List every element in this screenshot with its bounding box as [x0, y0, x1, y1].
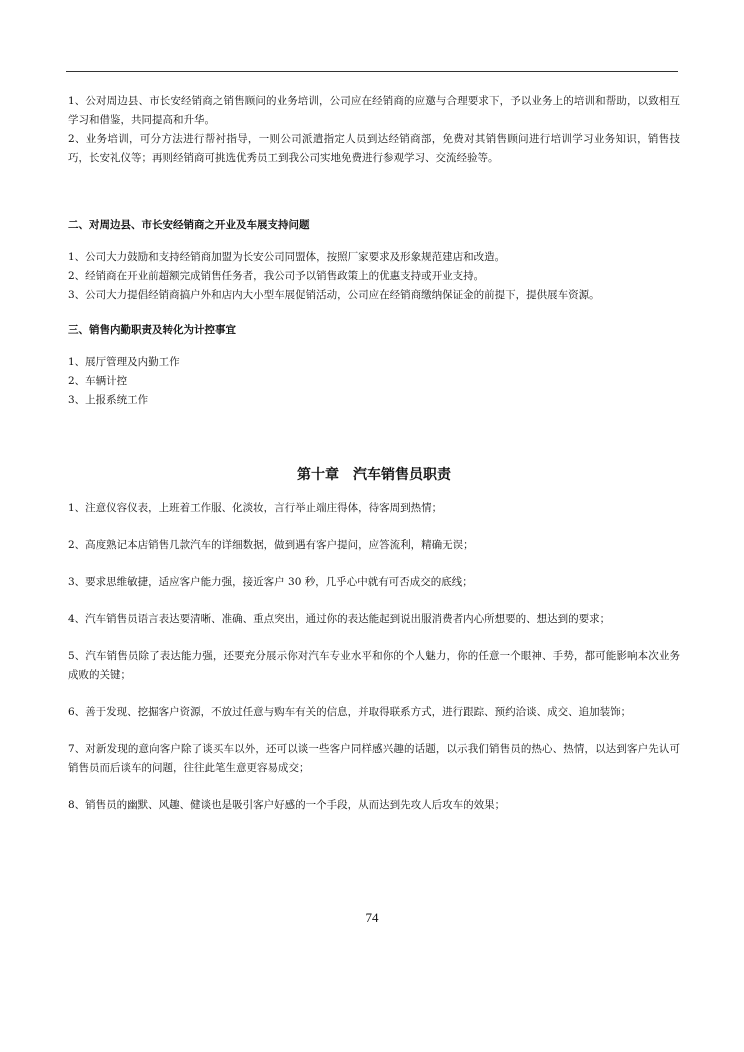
document-body	[68, 92, 680, 815]
chapter-item-8: 8、销售员的幽默、风趣、健谈也是吸引客户好感的一个手段，从而达到先攻人后攻车的效果；	[68, 799, 506, 811]
section-2-item-3: 3、公司大力提倡经销商搞户外和店内大小型车展促销活动，公司应在经销商缴纳保证金的前提下，提供展车资源。	[68, 289, 600, 301]
chapter-item-1: 1、注意仪容仪表，上班着工作服、化淡妆，言行举止端庄得体，待客周到热情；	[68, 502, 443, 514]
chapter-item-2: 2、高度熟记本店销售几款汽车的详细数据，做到遇有客户提问，应答流利，精确无误；	[68, 539, 474, 551]
section-3-item-1: 1、展厅管理及内勤工作	[68, 356, 180, 368]
header-rule	[66, 71, 678, 72]
section-2-item-2: 2、经销商在开业前超额完成销售任务者，我公司予以销售政策上的优惠支持或开业支持。	[68, 270, 485, 282]
chapter-title: 第十章 汽车销售员职责	[297, 467, 451, 483]
chapter-item-4: 4、汽车销售员语言表达要清晰、准确、重点突出，通过你的表达能起到说出服消费者内心所想要的、想达到的要求；	[68, 613, 611, 625]
section-2-heading: 二、对周边县、市长安经销商之开业及车展支持问题	[68, 219, 310, 231]
section-3-item-3: 3、上报系统工作	[68, 394, 149, 406]
chapter-item-3: 3、要求思维敏捷，适应客户能力强，接近客户 30 秒，几乎心中就有可否成交的底线；	[68, 576, 473, 588]
section-3-item-2: 2、车辆计控	[68, 375, 128, 387]
chapter-item-6: 6、善于发现、挖掘客户资源，不放过任意与购车有关的信息，并取得联系方式，进行跟踪、预约洽谈、成交、追加装饰；	[68, 706, 632, 718]
chapter-item-5: 5、汽车销售员除了表达能力强，还要充分展示你对汽车专业水平和你的个人魅力，你的任意一个眼神、手势，都可能影响本次业务成败的关键；	[68, 650, 680, 681]
page-number: 74	[365, 910, 379, 925]
chapter-item-7: 7、对新发现的意向客户除了谈买车以外，还可以谈一些客户同样感兴趣的话题，以示我们销售员的热心、热情，以达到客户先认可销售员而后谈车的问题，往往此笔生意更容易成交；	[68, 743, 680, 774]
section-2-item-1: 1、公司大力鼓励和支持经销商加盟为长安公司同盟体，按照厂家要求及形象规范建店和改造。	[68, 251, 506, 263]
intro-item-2: 2、业务培训，可分方法进行帮衬指导，一则公司派遣指定人员到达经销商部，免费对其销售顾问进行培训学习业务知识，销售技巧，长安礼仪等；再则经销商可挑选优秀员工到我公司实地免费进行参观学习、交流经验等。	[68, 133, 680, 164]
section-3-heading: 三、销售内勤职责及转化为计控事宜	[68, 324, 236, 336]
intro-item-1: 1、公对周边县、市长安经销商之销售顾问的业务培训，公司应在经销商的应邀与合理要求下，予以业务上的培训和帮助，以致相互学习和借鉴，共同提高和升华。	[68, 95, 680, 126]
